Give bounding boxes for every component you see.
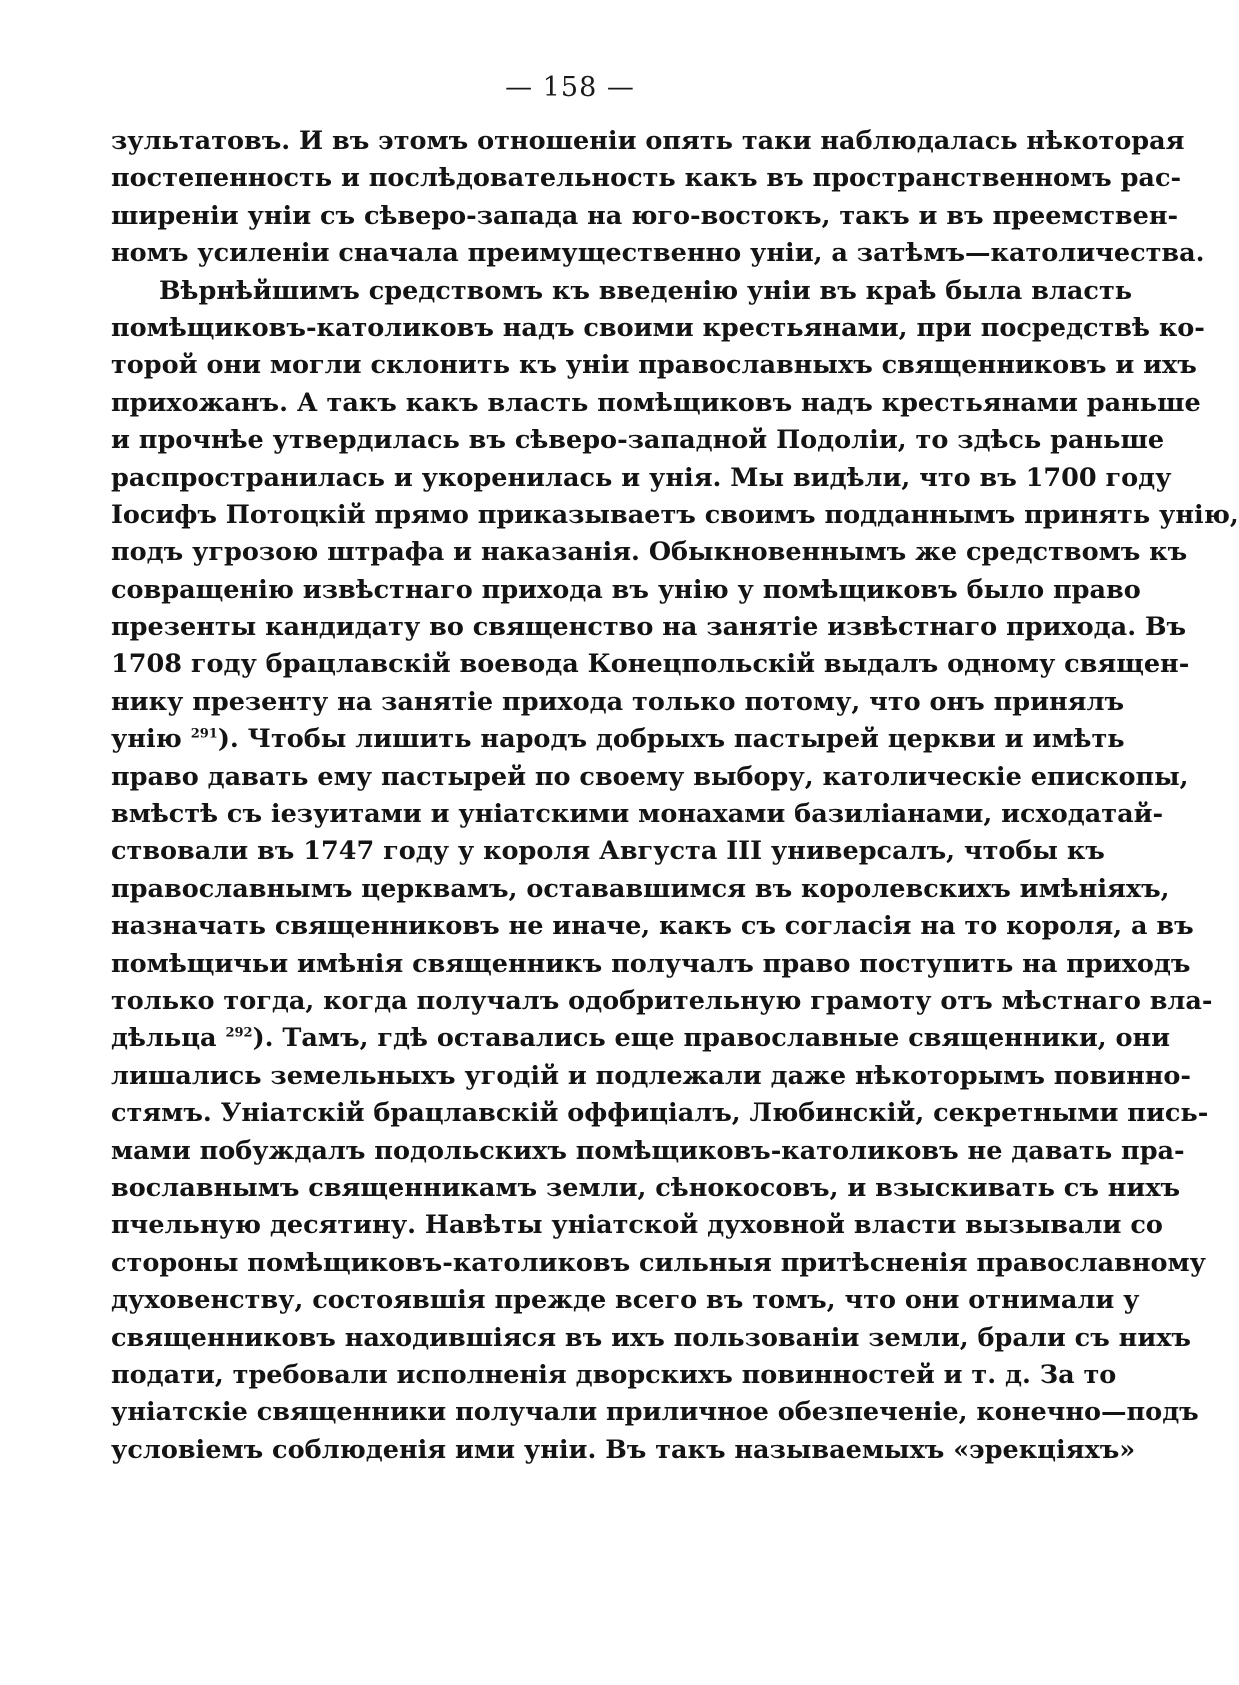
text-line: помѣщичьи имѣнiя священникъ получалъ право поступить на приходъ	[111, 948, 1191, 979]
text-line: ствовали въ 1747 году у короля Августа III универсалъ, чтобы къ	[111, 836, 1105, 867]
text-line: и прочнѣе утвердилась въ сѣверо-западной Подолiи, то здѣсь раньше	[111, 425, 1165, 456]
text-line: 1708 году брацлавскiй воевода Конецпольскiй выдалъ одному священ-	[111, 649, 1190, 680]
text-line: назначать священниковъ не иначе, какъ съ согласiя на то короля, а въ	[111, 911, 1194, 942]
text-line: распространилась и укоренилась и унiя. Мы видѣли, что въ 1700 году	[111, 462, 1172, 493]
text-line: условiемъ соблюденiя ими унiи. Въ такъ называемыхъ «эрекцiяхъ»	[111, 1434, 1136, 1465]
footnote-ref[interactable]: 291	[190, 726, 218, 742]
text-fragment: унiю	[111, 724, 182, 755]
paragraph-start-line: Вѣрнѣйшимъ средствомъ къ введенiю унiи въ краѣ была власть	[159, 275, 1133, 306]
text-line: помѣщиковъ-католиковъ надъ своими крестьянами, при посредствѣ ко-	[111, 312, 1205, 343]
text-line: постепенность и послѣдовательность какъ въ пространственномъ рас-	[111, 163, 1182, 194]
text-line: торой они могли склонить къ унiи православныхъ священниковъ и ихъ	[111, 350, 1197, 381]
text-line: стямъ. Унiатскiй брацлавскiй оффицiалъ, Любинскiй, секретными пись-	[111, 1098, 1209, 1129]
text-line: пчельную десятину. Навѣты унiатской духовной власти вызывали со	[111, 1210, 1163, 1241]
text-line: прихожанъ. А такъ какъ власть помѣщиковъ надъ крестьянами раньше	[111, 387, 1201, 418]
text-line: право давать ему пастырей по своему выбору, католическiе епископы,	[111, 761, 1189, 792]
text-line: православнымъ церквамъ, остававшимся въ королевскихъ имѣнiяхъ,	[111, 873, 1170, 904]
text-line-with-footnote	[111, 721, 1125, 758]
text-line: подати, требовали исполненiя дворскихъ повинностей и т. д. За то	[111, 1359, 1117, 1390]
page-number: — 158 —	[505, 72, 635, 103]
text-line: ширенiи унiи съ сѣверо-запада на юго-востокъ, такъ и въ преемствен-	[111, 200, 1179, 231]
text-line: духовенству, состоявшiя прежде всего въ томъ, что они отнимали у	[111, 1285, 1140, 1316]
text-line: священниковъ находившiяся въ ихъ пользованiи земли, брали съ нихъ	[111, 1322, 1191, 1353]
text-line: лишались земельныхъ угодiй и подлежали даже нѣкоторымъ повинно-	[111, 1060, 1191, 1091]
text-line: презенты кандидату во священство на занятiе извѣстнаго прихода. Въ	[111, 612, 1187, 643]
body-text	[111, 123, 1239, 1469]
text-line: унiатскiе священники получали приличное обезпеченiе, конечно—подъ	[111, 1397, 1199, 1428]
footnote-ref[interactable]: 292	[225, 1025, 253, 1041]
text-line: вославнымъ священникамъ земли, сѣнокосовъ, и взыскивать съ нихъ	[111, 1172, 1181, 1203]
text-line: зультатовъ. И въ этомъ отношенiи опять таки наблюдалась нѣкоторая	[111, 126, 1185, 156]
text-line: вмѣстѣ съ iезуитами и унiатскими монахами базилiанами, исходатай-	[111, 799, 1164, 830]
text-fragment: дѣльца	[111, 1023, 217, 1054]
text-line: мами побуждалъ подольскихъ помѣщиковъ-католиковъ не давать пра-	[111, 1135, 1185, 1166]
text-line: подъ угрозою штрафа и наказанiя. Обыкновеннымъ же средствомъ къ	[111, 537, 1188, 568]
text-line: стороны помѣщиковъ-католиковъ сильныя притѣсненiя православному	[111, 1247, 1206, 1278]
text-line: нику презенту на занятiе прихода только потому, что онъ принялъ	[111, 686, 1125, 717]
text-line: только тогда, когда получалъ одобрительную грамоту отъ мѣстнаго вла-	[111, 985, 1213, 1016]
text-fragment: ). Чтобы лишить народъ добрыхъ пастырей церкви и имѣть	[217, 724, 1125, 755]
text-fragment: ). Тамъ, гдѣ оставались еще православные священники, они	[252, 1023, 1171, 1054]
text-line: Iосифъ Потоцкiй прямо приказываетъ своимъ подданнымъ принять унiю,	[111, 499, 1239, 530]
text-line-with-footnote	[111, 1020, 1171, 1057]
text-line: совращенiю извѣстнаго прихода въ унiю у помѣщиковъ было право	[111, 574, 1141, 605]
text-line: номъ усиленiи сначала преимущественно унiи, а затѣмъ—католичества.	[111, 238, 1205, 269]
